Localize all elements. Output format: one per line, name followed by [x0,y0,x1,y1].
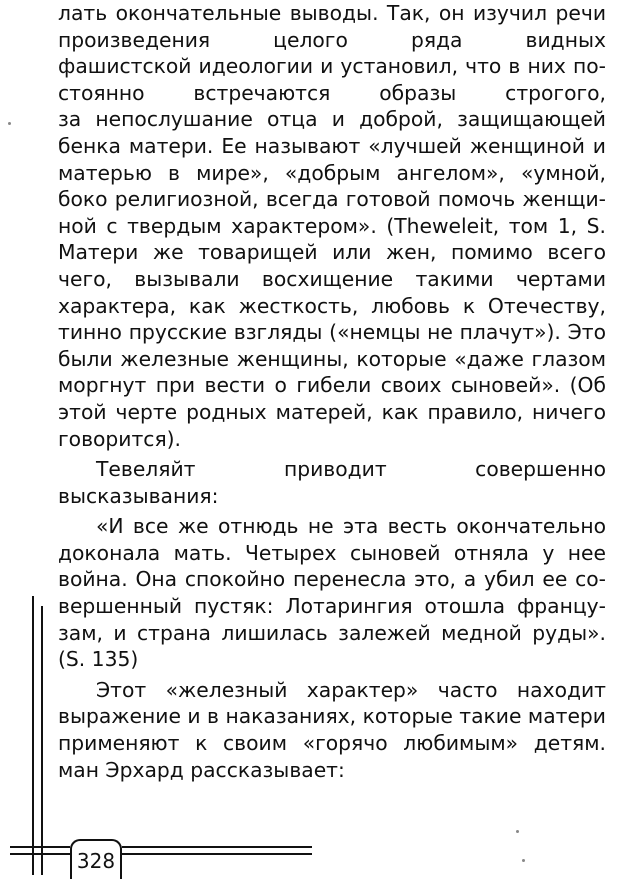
text-line: фашистской идеологии и установил, что в них по- [58,54,606,79]
text-line: говорится). [58,426,182,451]
text-line: Этот «железный характер» часто находит [96,677,606,702]
text-line: Тевеляйт приводит совершенно [96,457,606,482]
text-line: этой черте родных матерей, как правило, ничего [58,399,606,424]
quote-citation: (S. 135) [58,647,139,672]
body-text [58,0,606,783]
text-line: выражение и в наказаниях, которые такие матери [58,704,606,729]
text-line: стоянно встречаются образы строгого, [58,80,606,105]
footer-rule-top [10,846,70,848]
text-line: матерью в мире», «добрым ангелом», «умной, [58,160,606,185]
text-line: характера, как жесткость, любовь к Отечеству, [58,293,606,318]
page-number-tab [70,839,122,879]
text-line: ман Эрхард рассказывает: [58,757,345,782]
text-line: моргнут при вести о гибели своих сыновей». (Об [58,373,606,398]
scan-speck [8,122,11,125]
quote-line: «И все же отнюдь не эта весть окончательно [96,514,606,539]
text-line: бенка матери. Ее называют «лучшей женщиной и [58,133,606,158]
footer-rule-bottom [10,853,70,855]
text-line: произведения целого ряда видных [58,27,606,52]
text-line: Матери же товарищей или жен, помимо всего [58,240,606,265]
text-line: за непослушание отца и доброй, защищающей [58,107,606,132]
quote-line: вершенный пустяк: Лотарингия отошла францу- [58,594,606,619]
text-line: боко религиозной, всегда готовой помочь женщи- [58,187,606,212]
text-line: чего, вызывали восхищение такими чертами [58,266,606,291]
quote-line: война. Она спокойно перенесла это, а убил ее со- [58,567,606,592]
text-line: высказывания: [58,483,219,508]
quote-line: доконала мать. Четырех сыновей отняла у нее [58,540,606,565]
text-line: тинно прусские взгляды («немцы не плачут»). Это [58,320,606,345]
footer-rule-right-top [122,846,312,848]
scan-speck [522,859,525,862]
quote-line: зам, и страна лишилась залежей медной руды». [58,620,606,645]
footer-rule-right-bottom [122,853,312,855]
text-line: были железные женщины, которые «даже глазом [58,346,606,371]
margin-rule-left-inner [41,606,43,875]
text-line: ной с твердым характером». (Theweleit, том 1, S. [58,213,606,238]
page-number: 328 [76,849,116,873]
text-line: применяют к своим «горячо любимым» детям. [58,731,606,756]
margin-rule-left-outer [32,596,34,875]
text-line: лать окончательные выводы. Так, он изучил речи [58,1,606,25]
scan-speck [516,830,519,833]
